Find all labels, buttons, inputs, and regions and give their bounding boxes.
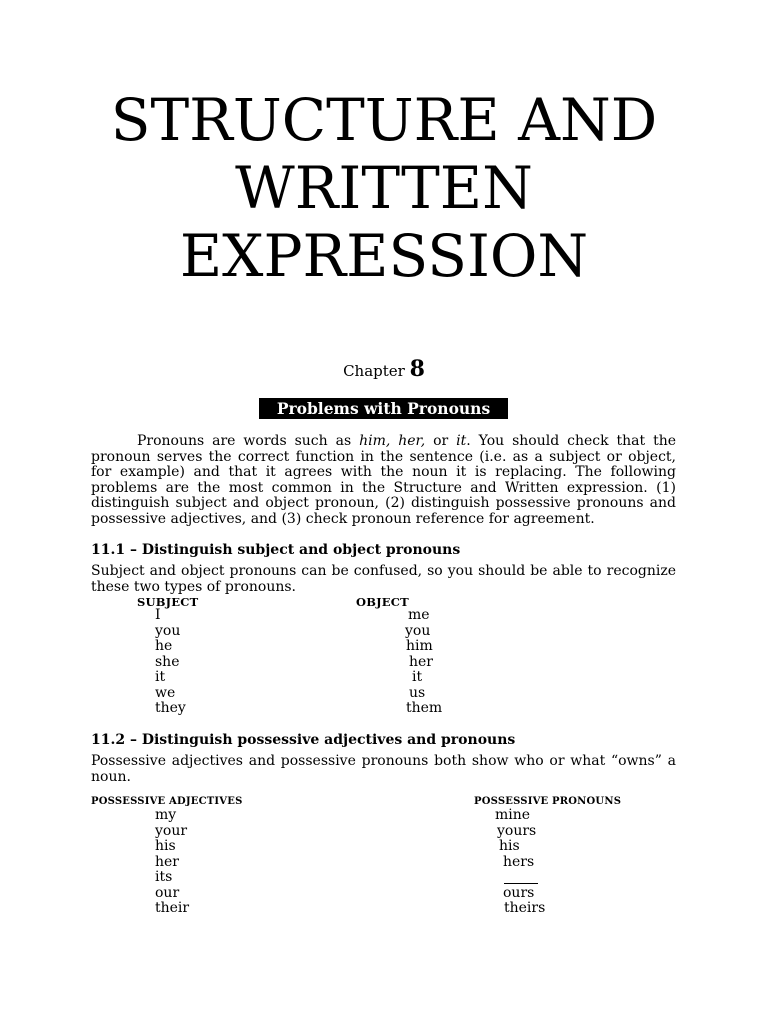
object-pronoun: us [409,684,426,701]
intro-text: Pronouns are words such as [137,433,360,449]
section-title: Problems with Pronouns [259,398,508,419]
intro-paragraph [91,434,676,528]
object-pronoun: you [405,622,431,639]
possessive-adjective: your [155,822,188,839]
section-2-paragraph: Possessive adjectives and possessive pronouns both show who or what “owns” a noun. [91,753,676,785]
possessive-pronoun: hers [503,853,535,870]
subject-pronoun: we [155,684,176,701]
possessive-adjective: his [155,838,176,854]
object-pronoun: him [406,638,433,654]
subject-pronoun: I [155,607,161,623]
intro-text: . You should check that the pronoun serves the correct function in the sentence (i.e. as a subject or object, for example) and that it agrees with the noun it is replacing. The following problems are the most common in the Structure and Written expression. (1) distinguish subject and object pronoun, (2) distinguish possessive pronouns and possessive adjectives, and (3) check pronoun reference for agreement. [91,433,677,527]
possessive-adjective: her [155,853,179,870]
section-1-paragraph: Subject and object pronouns can be confused, so you should be able to recognize these two types of pronouns. [91,563,676,595]
object-pronoun: them [406,700,443,716]
possessive-pronoun: ours [503,884,535,901]
title-line: EXPRESSION [179,222,589,290]
blank-line [504,883,538,884]
possessive-adjective: our [155,884,180,901]
subject-pronoun: you [155,622,181,639]
title-line: WRITTEN [235,154,533,222]
section-2-heading: 11.2 – Distinguish possessive adjectives and pronouns [91,732,516,748]
subject-pronoun: he [155,638,173,654]
possessive-pronoun: his [499,838,520,854]
subject-header: SUBJECT [137,595,199,609]
chapter-label [0,356,768,382]
possessive-adjective: its [155,869,173,885]
subject-pronoun: they [155,700,186,716]
possessive-pronouns-header: POSSESSIVE PRONOUNS [474,796,622,807]
chapter-word: Chapter [343,362,405,380]
object-pronoun: it [412,669,423,685]
section-1-heading: 11.1 – Distinguish subject and object pronouns [91,542,461,558]
possessive-adjective: my [155,807,177,823]
possessive-pronoun: theirs [504,900,546,916]
subject-pronoun: she [155,653,180,670]
title-line: STRUCTURE AND [110,86,658,154]
possessive-adjective: their [155,900,190,916]
object-pronoun: me [408,607,430,623]
possessive-pronoun: yours [497,822,537,839]
object-header: OBJECT [356,595,409,609]
possessive-adjectives-header: POSSESSIVE ADJECTIVES [91,796,243,807]
intro-italic: him, her, [359,433,426,449]
possessive-pronoun: mine [495,807,531,823]
intro-text: or [425,433,457,449]
intro-italic: it [456,433,467,449]
document-title [0,86,768,290]
subject-pronoun: it [155,669,166,685]
object-pronoun: her [409,653,433,670]
chapter-number: 8 [409,356,425,382]
